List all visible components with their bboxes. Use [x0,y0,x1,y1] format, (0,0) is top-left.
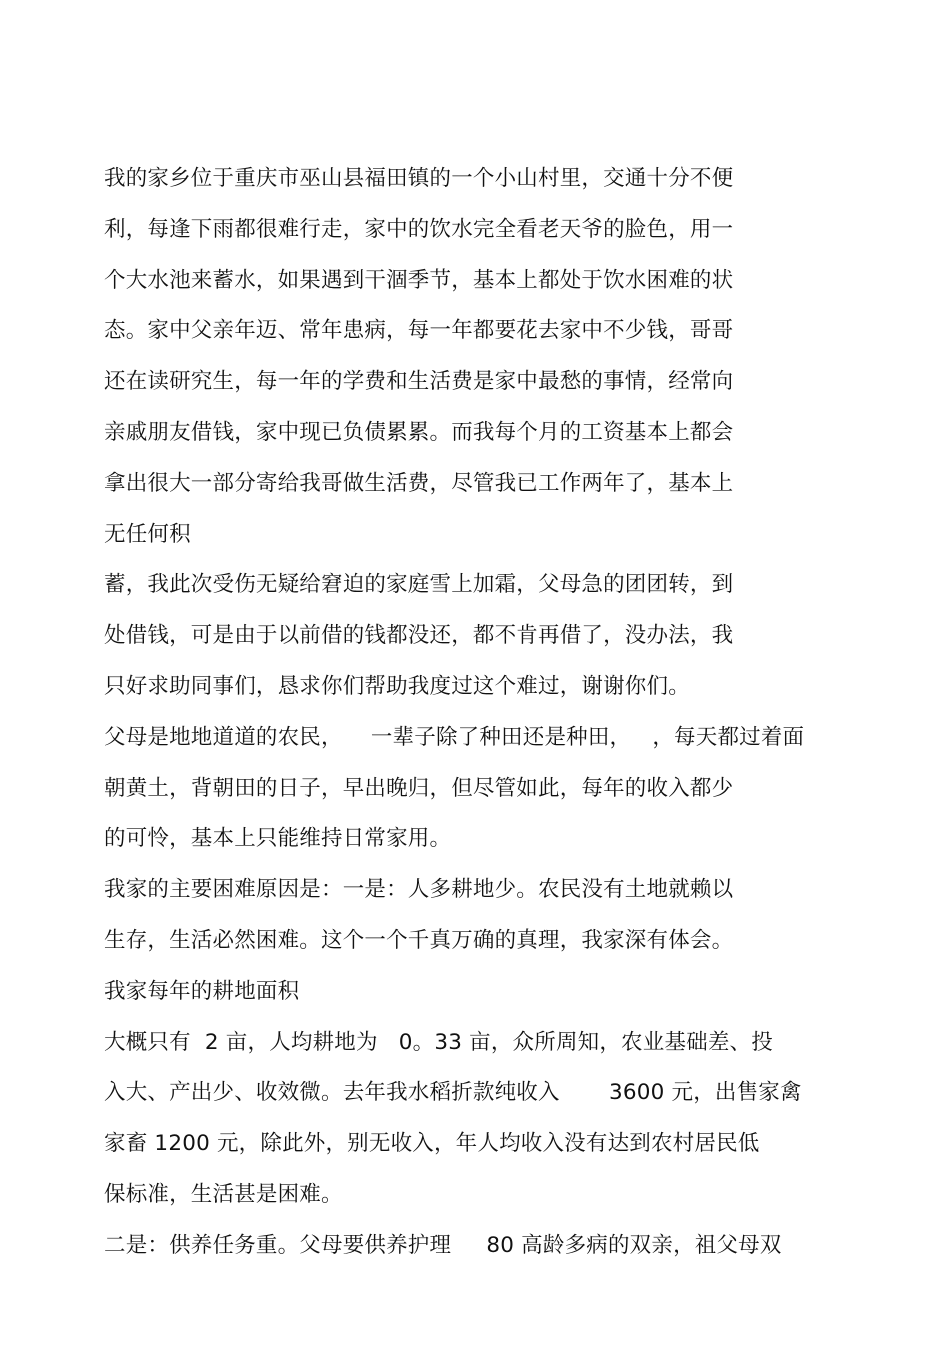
text-line: 亲戚朋友借钱，家中现已负债累累。而我每个月的工资基本上都会 [104,419,734,445]
text-line: 蓄，我此次受伤无疑给窘迫的家庭雪上加霜，父母急的团团转，到 [104,572,734,598]
text-line: 态。家中父亲年迈、常年患病，每一年都要花去家中不少钱，哥哥 [104,318,734,344]
text-line: 个大水池来蓄水，如果遇到干涸季节，基本上都处于饮水困难的状 [104,267,734,293]
text-line: 父母是地地道道的农民， 一辈子除了种田还是种田， ，每天都过着面 [104,724,805,750]
text-line: 利，每逢下雨都很难行走，家中的饮水完全看老天爷的脸色，用一 [104,216,734,242]
text-line: 的可怜，基本上只能维持日常家用。 [104,826,452,852]
text-line: 生存，生活必然困难。这个一个千真万确的真理，我家深有体会。 [104,927,734,953]
text-line: 朝黄土，背朝田的日子，早出晚归，但尽管如此，每年的收入都少 [104,775,734,801]
text-line: 只好求助同事们，恳求你们帮助我度过这个难过，谢谢你们。 [104,673,690,699]
document-body [104,154,844,1272]
text-line: 我的家乡位于重庆市巫山县福田镇的一个小山村里，交通十分不便 [104,166,734,191]
text-line: 二是：供养任务重。父母要供养护理 80 高龄多病的双亲，祖父母双 [104,1232,782,1258]
text-line: 入大、产出少、收效微。去年我水稻折款纯收入 3600 元，出售家禽 [104,1080,802,1106]
text-line: 无任何积 [104,521,191,547]
text-line: 保标准，生活甚是困难。 [104,1181,343,1207]
text-line: 处借钱，可是由于以前借的钱都没还，都不肯再借了，没办法，我 [104,623,734,649]
text-line: 拿出很大一部分寄给我哥做生活费，尽管我已工作两年了，基本上 [104,470,734,496]
text-line: 大概只有 2 亩，人均耕地为 0。33 亩，众所周知，农业基础差、投 [104,1029,773,1055]
text-line: 我家每年的耕地面积 [104,978,300,1004]
text-line: 家畜 1200 元，除此外，别无收入，年人均收入没有达到农村居民低 [104,1131,760,1157]
text-line: 我家的主要困难原因是：一是：人多耕地少。农民没有土地就赖以 [104,877,734,903]
text-line: 还在读研究生，每一年的学费和生活费是家中最愁的事情，经常向 [104,369,734,395]
